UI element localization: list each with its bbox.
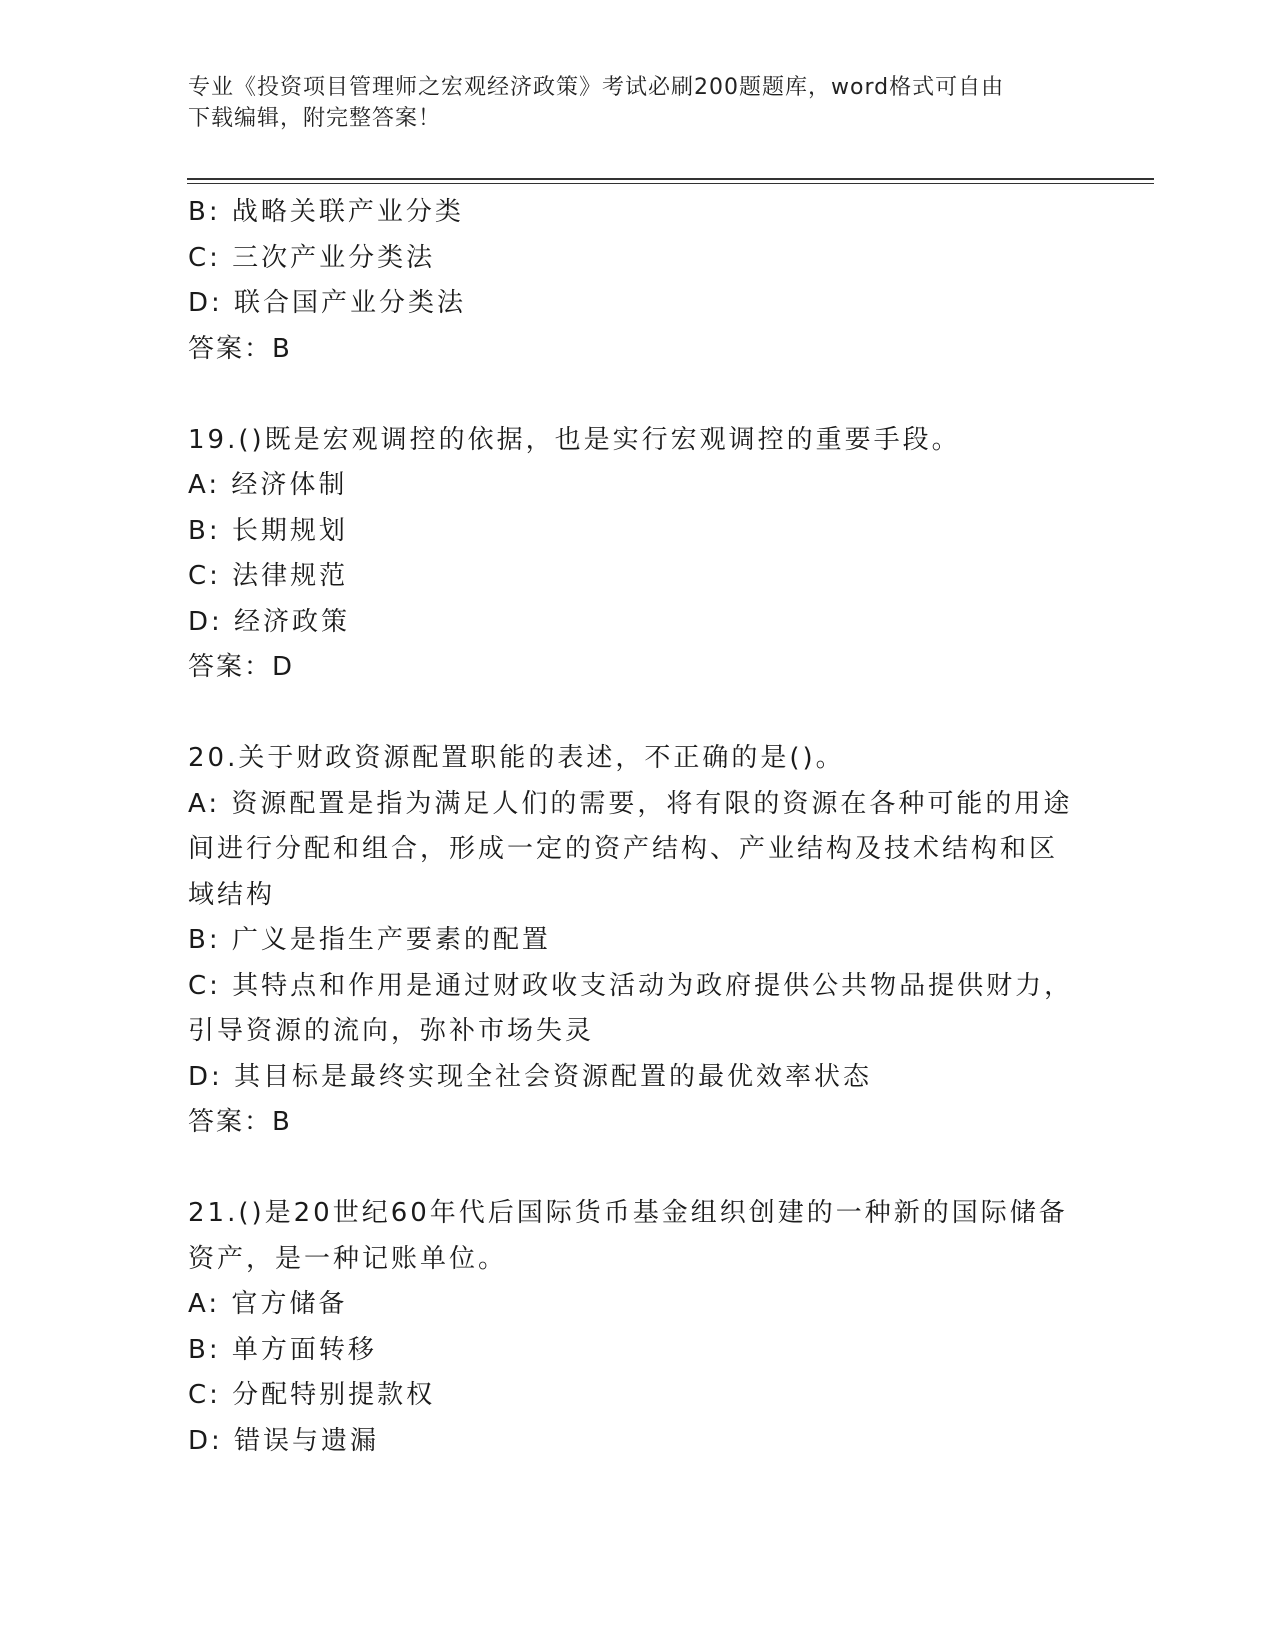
document-header — [188, 72, 1068, 134]
question-20 — [188, 736, 1088, 1146]
option-c-line-2: 引导资源的流向，弥补市场失灵 — [188, 1016, 595, 1046]
answer: 答案：B — [188, 333, 292, 364]
question-stem: 20.关于财政资源配置职能的表述，不正确的是()。 — [188, 743, 845, 773]
option-b: B: 单方面转移 — [188, 1334, 377, 1365]
option-c: C: 法律规范 — [188, 561, 349, 591]
option-a: A: 官方储备 — [188, 1289, 348, 1319]
option-a-line-1: A: 资源配置是指为满足人们的需要，将有限的资源在各种可能的用途 — [188, 788, 1073, 819]
spacer — [188, 372, 1088, 418]
header-line-1: 专业《投资项目管理师之宏观经济政策》考试必刷200题题库，word格式可自由 — [188, 75, 1005, 100]
question-stem-line-1: 21.()是20世纪60年代后国际货币基金组织创建的一种新的国际储备 — [188, 1198, 1068, 1228]
header-divider-thick — [187, 178, 1154, 180]
option-c-line-1: C: 其特点和作用是通过财政收支活动为政府提供公共物品提供财力， — [188, 970, 1074, 1001]
option-c: C: 三次产业分类法 — [188, 242, 436, 273]
option-a: A: 经济体制 — [188, 470, 348, 500]
option-d: D: 其目标是最终实现全社会资源配置的最优效率状态 — [188, 1061, 873, 1092]
spacer — [188, 1146, 1088, 1192]
answer: 答案：D — [188, 652, 295, 682]
question-list — [188, 190, 1088, 1464]
option-d: D: 错误与遗漏 — [188, 1425, 380, 1456]
option-b: B: 广义是指生产要素的配置 — [188, 925, 551, 955]
option-d: D: 联合国产业分类法 — [188, 288, 467, 318]
option-c: C: 分配特别提款权 — [188, 1380, 436, 1410]
question-18-tail — [188, 190, 1088, 372]
answer: 答案：B — [188, 1107, 292, 1137]
option-a-line-3: 域结构 — [188, 879, 276, 910]
header-divider-thin — [187, 183, 1154, 184]
question-19 — [188, 418, 1088, 691]
option-a-line-2: 间进行分配和组合，形成一定的资产结构、产业结构及技术结构和区 — [188, 834, 1059, 864]
question-21 — [188, 1191, 1088, 1464]
header-line-2: 下载编辑，附完整答案！ — [188, 106, 442, 131]
option-b: B: 战略关联产业分类 — [188, 197, 464, 227]
question-stem-line-2: 资产，是一种记账单位。 — [188, 1243, 508, 1274]
question-stem: 19.()既是宏观调控的依据，也是实行宏观调控的重要手段。 — [188, 424, 961, 455]
option-b: B: 长期规划 — [188, 515, 348, 546]
option-d: D: 经济政策 — [188, 606, 351, 637]
spacer — [188, 691, 1088, 737]
